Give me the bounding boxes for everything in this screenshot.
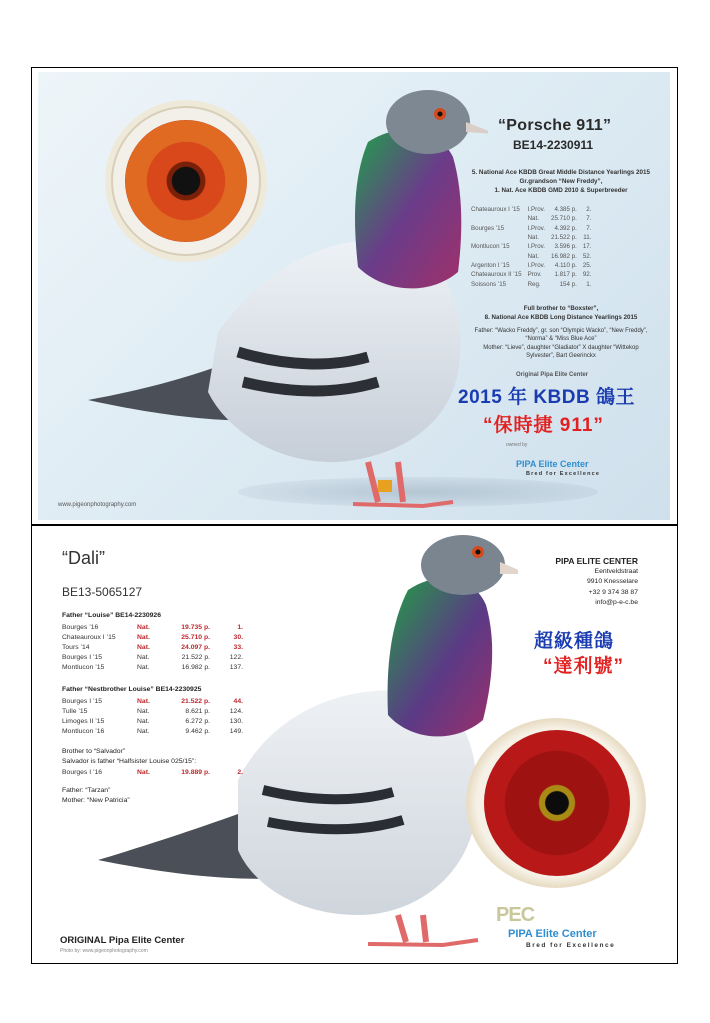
ring-number: BE13-5065127: [62, 585, 143, 599]
table-row: Nat. 21.522 p. 11.: [527, 234, 592, 242]
address-line: Eentveldstraat: [594, 567, 638, 575]
brand-logo: PIPA Elite Center: [508, 928, 597, 940]
photo-url: www.pigeonphotography.com: [58, 502, 137, 508]
table-row: Chateauroux II ’15 Prov. 1.817 p. 92.: [471, 271, 592, 279]
table-row: Bourges ’15 I.Prov. 4.392 p. 7.: [471, 224, 592, 232]
table-row: Bourges ’16 Nat. 19.735 p. 1.: [62, 623, 243, 631]
tagline: Bred for Excellence: [526, 942, 616, 949]
nestbrother-heading: Father “Nestbrother Louise” BE14-2230925: [62, 686, 202, 693]
tagline: Bred for Excellence: [526, 471, 601, 477]
brand-logo: PIPA Elite Center: [516, 459, 589, 469]
brother-note: Full brother to “Boxster”, 8. National Ace KBDB Long Distance Yearlings 2015: [484, 305, 638, 321]
ace-line: Gr.grandson “New Freddy”,: [519, 178, 603, 185]
email: info@p-e-c.be: [595, 599, 638, 606]
eye-iris: [484, 730, 630, 876]
chinese-name: “保時捷 911”: [483, 415, 604, 436]
salvador-result-table: [62, 767, 246, 777]
table-row: Soissons ’15 Reg. 154 p. 1.: [471, 280, 592, 288]
father-results-table: [62, 622, 246, 672]
pigeon-name: “Porsche 911”: [498, 117, 612, 134]
dali-panel: [38, 530, 670, 958]
eye-closeup: [466, 718, 646, 888]
table-row: Chateauroux I ’15 Nat. 25.710 p. 30.: [62, 633, 243, 641]
ace-title: [446, 168, 670, 195]
chinese-title: 超級種鴿: [534, 631, 615, 652]
owned-by-label: owned by: [506, 442, 528, 448]
table-row: Bourges I ’16 Nat. 19.889 p. 2.: [62, 768, 243, 776]
table-row: Tours ’14 Nat. 24.097 p. 33.: [62, 643, 243, 651]
ace-line: 5. National Ace KBDB Great Middle Distance Yearlings 2015: [471, 169, 651, 176]
phone: +32 9 374 38 87: [588, 588, 638, 596]
photo-credit: Photo by: www.pigeonphotography.com: [60, 948, 148, 954]
chinese-title: 2015 年 KBDB 鴿王: [458, 387, 635, 408]
table-row: Limoges II ’15 Nat. 6.272 p. 130.: [62, 717, 243, 725]
table-row: Argenton I ’15 I.Prov. 4.110 p. 25.: [471, 261, 592, 269]
table-row: Chateauroux I ’15 I.Prov. 4.385 p. 2.: [471, 206, 592, 214]
eye-closeup: [111, 106, 261, 256]
center-name: PIPA ELITE CENTER: [555, 556, 638, 566]
eye-iris: [125, 120, 247, 242]
ace-line: 1. Nat. Ace KBDB GMD 2010 & Superbreeder: [494, 187, 628, 194]
chinese-name: “達利號”: [543, 656, 625, 677]
ring-number: BE14-2230911: [513, 138, 594, 152]
original-label: ORIGINAL Pipa Elite Center: [60, 935, 185, 946]
table-row: Tulle ’15 Nat. 8.621 p. 124.: [62, 707, 243, 715]
table-row: Bourges I ’15 Nat. 21.522 p. 44.: [62, 697, 243, 705]
nestbrother-results-table: [62, 696, 246, 736]
pec-logo: PEC: [496, 904, 535, 926]
pigeon-name: “Dali”: [62, 548, 105, 568]
porsche-panel: [38, 72, 670, 520]
table-row: Montlucon ’16 Nat. 9.462 p. 149.: [62, 727, 243, 735]
panel-divider: [31, 524, 678, 526]
table-row: Nat. 25.710 p. 7.: [527, 215, 592, 223]
table-row: Montlucon ’15 I.Prov. 3.596 p. 17.: [471, 243, 592, 251]
table-row: Bourges I ’15 Nat. 21.522 p. 122.: [62, 653, 243, 661]
pigeon-photo-dali: [88, 530, 518, 955]
table-row: Montlucon ’15 Nat. 16.982 p. 137.: [62, 663, 243, 671]
address-line: 9910 Knesselare: [586, 578, 638, 585]
parents-text: Father: “Tarzan” Mother: “New Patricia”: [62, 787, 130, 804]
original-label: Original Pipa Elite Center: [516, 372, 589, 378]
table-row: Nat. 16.982 p. 52.: [527, 252, 592, 260]
salvador-note: Brother to “Salvador” Salvador is father “Halfsister Louise 025/15”:: [62, 748, 197, 765]
contact-block: [508, 556, 638, 609]
father-heading: Father “Louise” BE14-2230926: [62, 612, 161, 619]
results-table: [468, 205, 594, 289]
parents-text: Father: “Wacko Freddy”, gr. son “Olympic Wacko”, “New Freddy”, “Norma” & “Miss Blue Ace” Mother: “Lieve”, daughter “Gladiator” X daughter “Wittekop Sylvester”, Bart Geerinckx: [474, 328, 648, 360]
